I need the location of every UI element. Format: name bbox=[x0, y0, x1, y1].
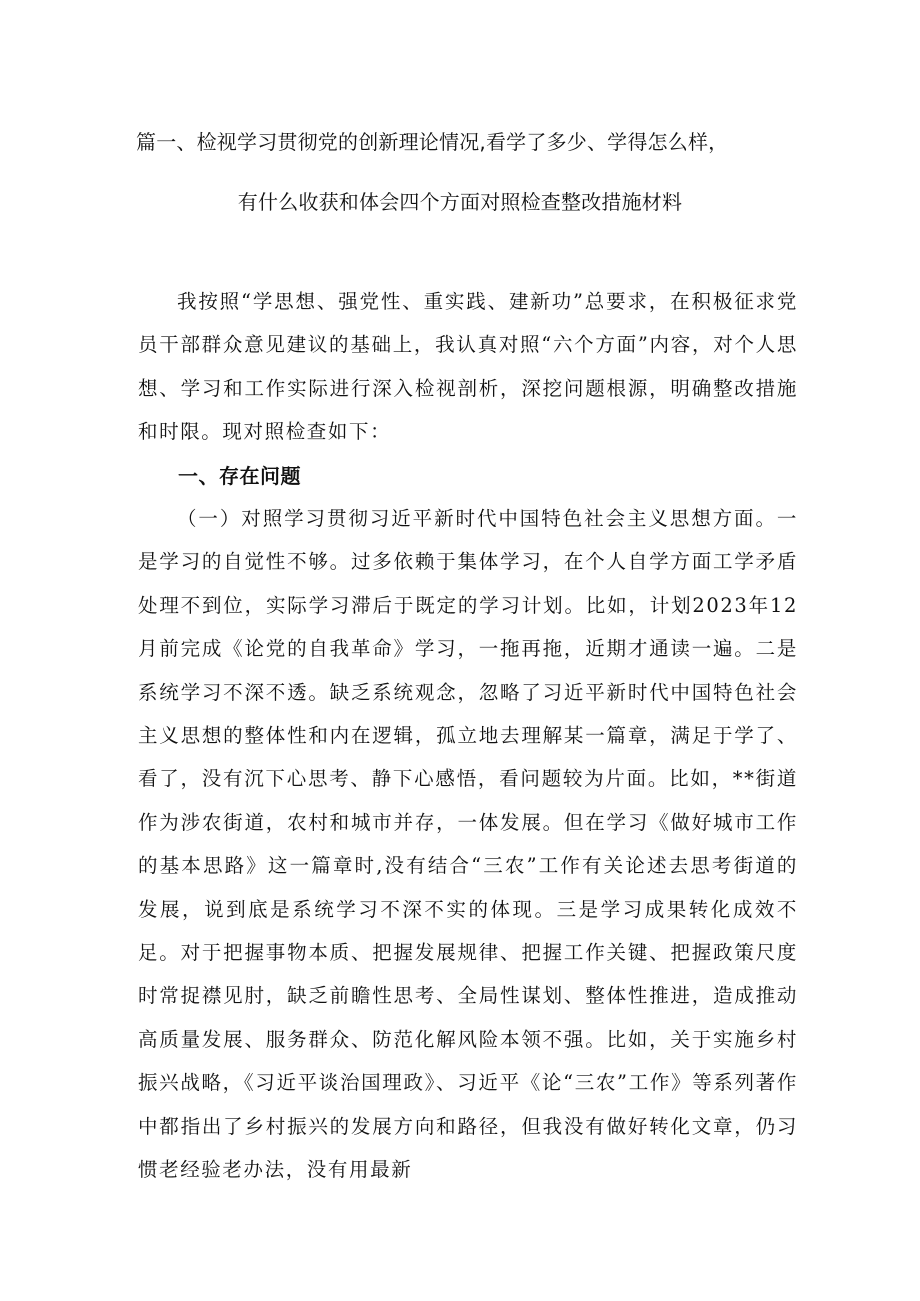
document-title-line-1: 篇一、检视学习贯彻党的创新理论情况,看学了多少、学得怎么样， bbox=[136, 130, 729, 154]
section-heading: 一、存在问题 bbox=[178, 464, 301, 488]
section-paragraph: （一）对照学习贯彻习近平新时代中国特色社会主义思想方面。一是学习的自觉性不够。过多依赖于集体学习，在个人自学方面工学矛盾处理不到位，实际学习滞后于既定的学习计划。比如，计划2023年12月前完成《论党的自我革命》学习，一拖再拖，近期才通读一遍。二是系统学习不深不透。缺乏系统观念，忽略了习近平新时代中国特色社会主义思想的整体性和内在逻辑，孤立地去理解某一篇章，满足于学了、看了，没有沉下心思考、静下心感悟，看问题较为片面。比如，**街道作为涉农街道，农村和城市并存，一体发展。但在学习《做好城市工作的基本思路》这一篇章时,没有结合“三农”工作有关论述去思考街道的发展，说到底是系统学习不深不实的体现。三是学习成果转化成效不足。对于把握事物本质、把握发展规律、把握工作关键、把握政策尺度时常捉襟见肘，缺乏前瞻性思考、全局性谋划、整体性推进，造成推动高质量发展、服务群众、防范化解风险本领不强。比如，关于实施乡村振兴战略，《习近平谈治国理政》、习近平《论“三农”工作》等系列著作中都指出了乡村振兴的发展方向和路径，但我没有做好转化文章，仍习惯老经验老办法，没有用最新 bbox=[138, 507, 798, 1182]
document-title-line-2: 有什么收获和体会四个方面对照检查整改措施材料 bbox=[237, 190, 683, 214]
intro-paragraph: 我按照“学思想、强党性、重实践、建新功”总要求，在积极征求党员干部群众意见建议的基础上，我认真对照“六个方面”内容，对个人思想、学习和工作实际进行深入检视剖析，深挖问题根源，明确整改措施和时限。现对照检查如下： bbox=[138, 290, 798, 444]
